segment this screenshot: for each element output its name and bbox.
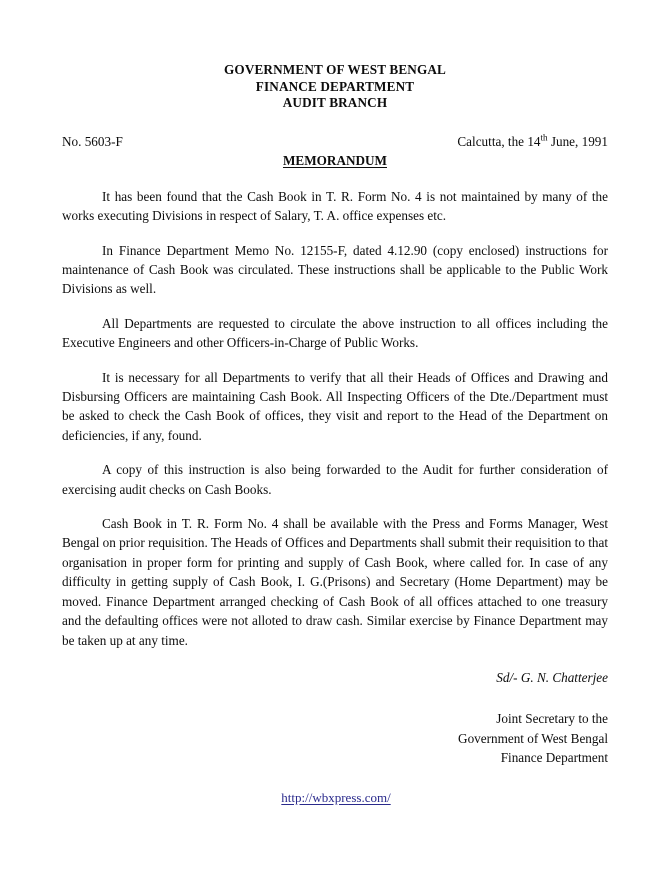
date-rest: June, 1991: [547, 133, 608, 149]
signature-block: [62, 668, 608, 768]
paragraph: It has been found that the Cash Book in T. R. Form No. 4 is not maintained by many of the works executing Divisions in respect of Salary, T. A. office expenses etc.: [62, 188, 608, 224]
letterhead-line-department: FINANCE DEPARTMENT: [255, 78, 415, 94]
designation-line-department: Finance Department: [500, 750, 608, 766]
page-title-text: MEMORANDUM: [282, 152, 387, 168]
letterhead: [62, 0, 608, 112]
paragraph: Cash Book in T. R. Form No. 4 shall be available with the Press and Forms Manager, West Bengal on prior requisition. The Heads of Offices and Departments shall submit their requisition to that organisation in proper form for printing and supply of Cash Book, where called for. In case of any difficulty in getting supply of Cash Book, I. G.(Prisons) and Secretary (Home Department) may be moved. Finance Department arranged checking of Cash Book of all offices attached to one treasury and the defaulting offices were not alloted to draw cash. Similar exercise by Finance Department may be taken up at any time.: [62, 516, 608, 648]
memo-number: No. 5603-F: [62, 133, 123, 149]
footer: [0, 789, 672, 807]
letterhead-line-government: GOVERNMENT OF WEST BENGAL: [224, 62, 446, 77]
signatory-designation: [62, 709, 608, 767]
paragraph: In Finance Department Memo No. 12155-F, dated 4.12.90 (copy enclosed) instructions for maintenance of Cash Book was circulated. These instructions shall be applicable to the Public Work Divisions as well.: [62, 242, 608, 297]
body-text: [62, 187, 608, 650]
date-prefix: Calcutta, the 14: [457, 133, 541, 149]
place-and-date: [457, 133, 608, 150]
designation-line-title: Joint Secretary to the: [496, 711, 608, 727]
paragraph: It is necessary for all Departments to verify that all their Heads of Offices and Drawing and Disbursing Officers are maintaining Cash Book. All Inspecting Officers of the Dte./Department must be asked to check the Cash Book of offices, they visit and report to the Head of the Department on deficiencies, if any, found.: [62, 369, 608, 443]
designation-line-government: Government of West Bengal: [458, 730, 608, 746]
signatory-name: Sd/- G. N. Chatterjee: [496, 669, 608, 685]
reference-row: [62, 133, 608, 150]
source-website-link[interactable]: http://wbxpress.com/: [281, 790, 391, 805]
document-content: [62, 0, 608, 768]
date-ordinal-suffix: th: [540, 132, 548, 143]
paragraph: A copy of this instruction is also being forwarded to the Audit for further consideration of exercising audit checks on Cash Books.: [62, 462, 608, 497]
letterhead-line-branch: AUDIT BRANCH: [282, 95, 388, 111]
page-title: [62, 152, 608, 169]
paragraph: All Departments are requested to circulate the above instruction to all offices including the Executive Engineers and other Officers-in-Charge of Public Works.: [62, 315, 608, 351]
